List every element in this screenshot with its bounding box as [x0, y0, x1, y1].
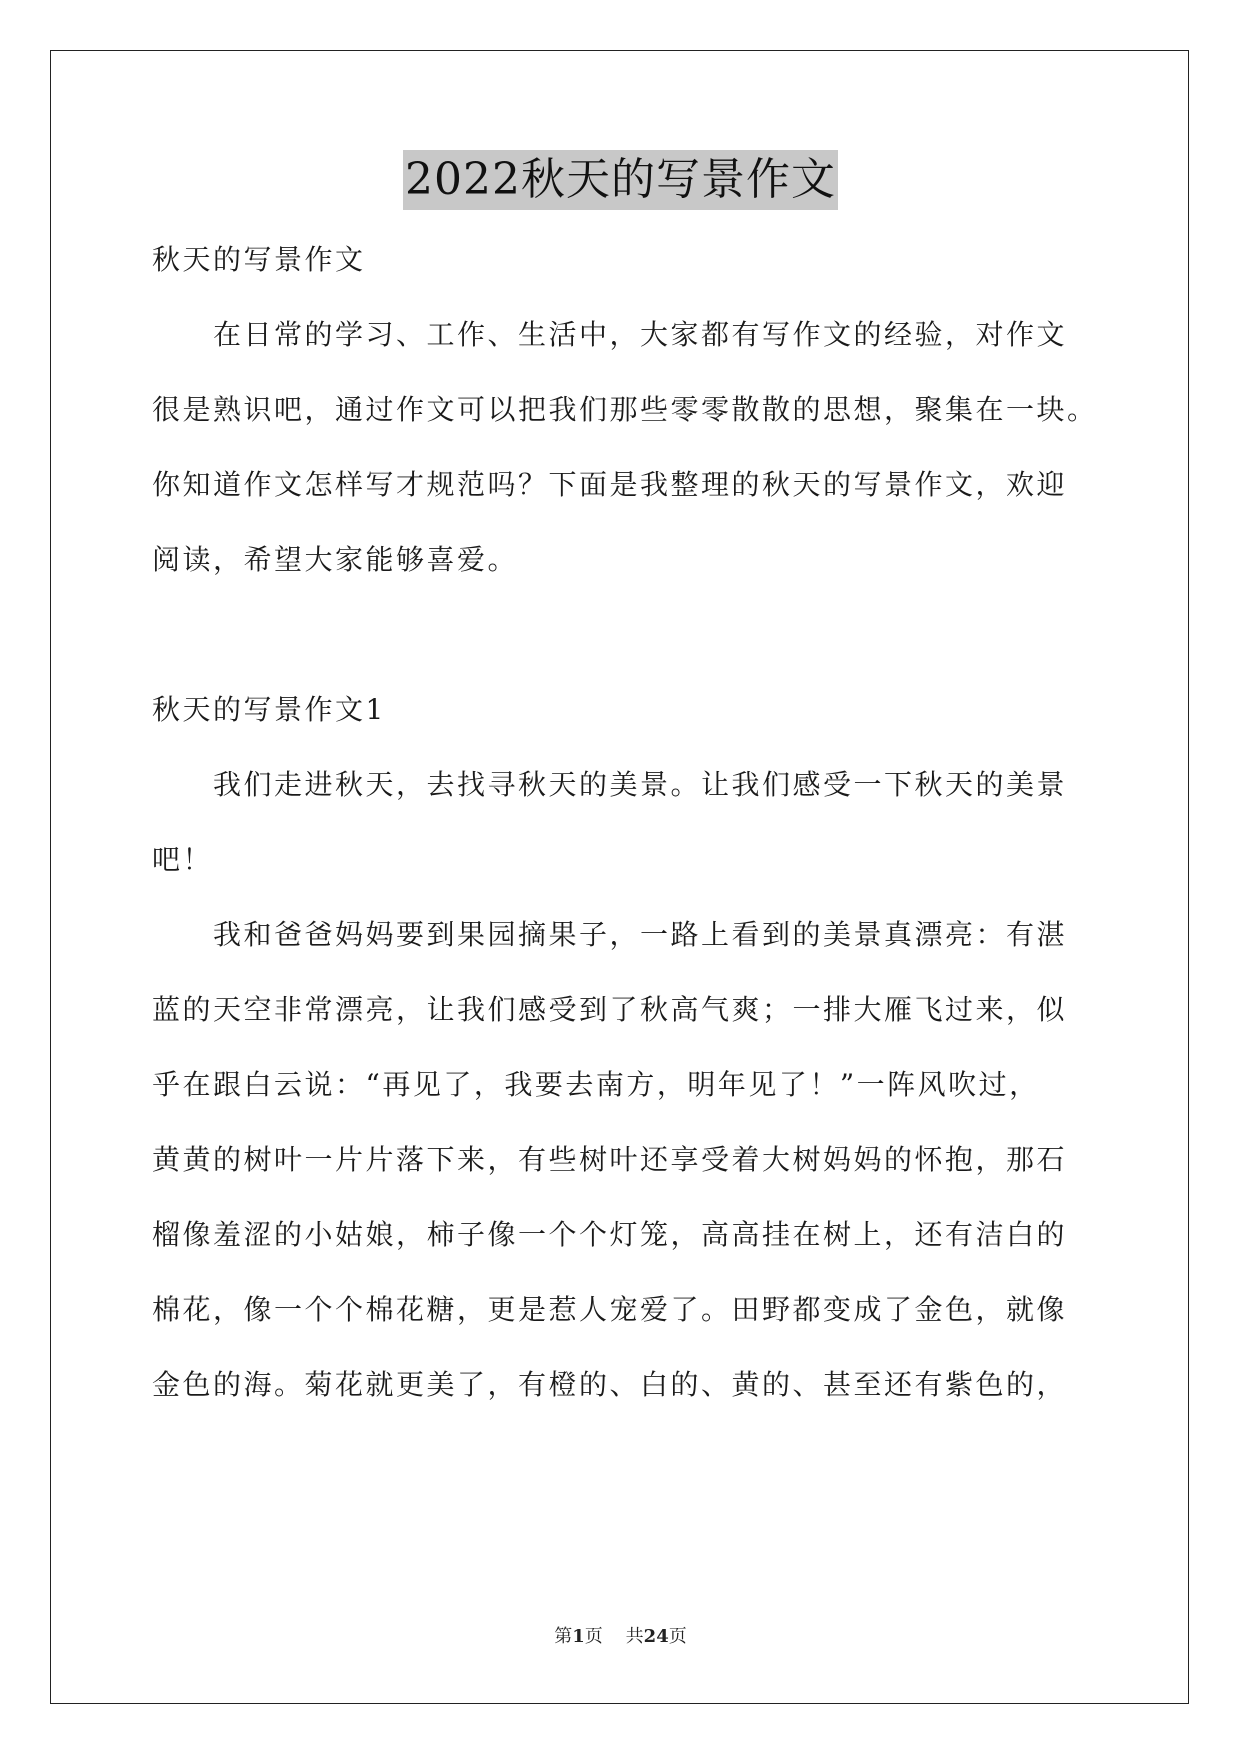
paragraph-line: 蓝的天空非常漂亮，让我们感受到了秋高气爽；一排大雁飞过来，似	[152, 993, 1068, 1026]
page-total: 24	[643, 1626, 669, 1647]
page-unit: 页	[584, 1626, 603, 1647]
paragraph-line: 棉花，像一个个棉花糖，更是惹人宠爱了。田野都变成了金色，就像	[152, 1293, 1068, 1326]
paragraph-line: 金色的海。菊花就更美了，有橙的、白的、黄的、甚至还有紫色的，	[152, 1368, 1068, 1401]
paragraph-line: 我和爸爸妈妈要到果园摘果子，一路上看到的美景真漂亮：有湛	[152, 918, 1068, 951]
paragraph-line: 在日常的学习、工作、生活中，大家都有写作文的经验，对作文	[152, 318, 1068, 351]
title-container	[0, 150, 1241, 210]
total-unit: 页	[668, 1626, 687, 1647]
document-title: 2022秋天的写景作文	[403, 150, 838, 210]
paragraph-line: 榴像羞涩的小姑娘，柿子像一个个灯笼，高高挂在树上，还有洁白的	[152, 1218, 1068, 1251]
page-current: 1	[572, 1626, 585, 1647]
total-prefix: 共	[625, 1626, 644, 1647]
page-footer	[0, 1625, 1241, 1649]
paragraph-line: 吧！	[152, 843, 214, 876]
section-heading: 秋天的写景作文1	[152, 693, 386, 726]
paragraph-line: 你知道作文怎样写才规范吗？下面是我整理的秋天的写景作文，欢迎	[152, 468, 1068, 501]
paragraph-line: 我们走进秋天，去找寻秋天的美景。让我们感受一下秋天的美景	[152, 768, 1068, 801]
paragraph-line: 乎在跟白云说：“再见了，我要去南方，明年见了！”一阵风吹过，	[152, 1068, 1040, 1101]
paragraph-line: 黄黄的树叶一片片落下来，有些树叶还享受着大树妈妈的怀抱，那石	[152, 1143, 1068, 1176]
subtitle-line: 秋天的写景作文	[152, 243, 366, 276]
page-border	[50, 50, 1189, 1704]
paragraph-line: 很是熟识吧，通过作文可以把我们那些零零散散的思想，聚集在一块。	[152, 393, 1098, 426]
paragraph-line: 阅读，希望大家能够喜爱。	[152, 543, 519, 576]
page-prefix: 第	[554, 1626, 573, 1647]
